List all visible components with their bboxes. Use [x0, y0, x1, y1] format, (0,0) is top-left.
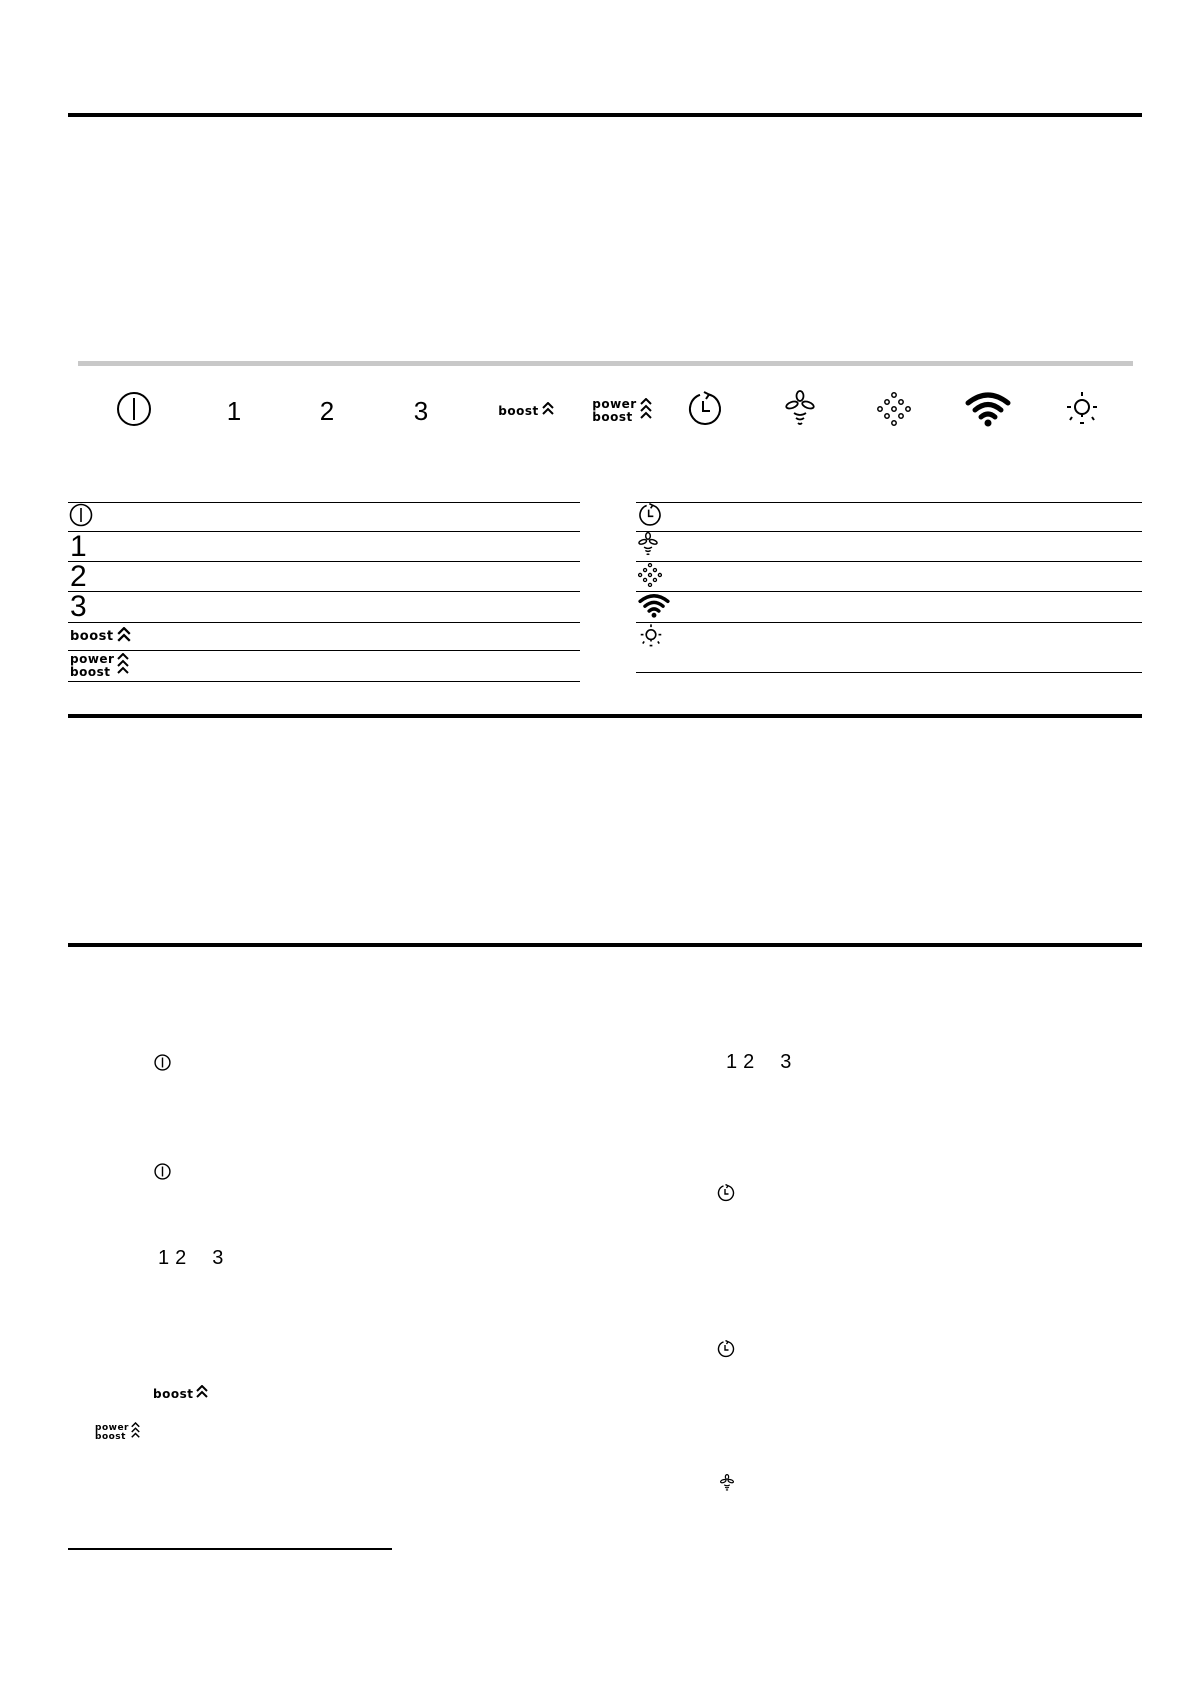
boost-chevrons-icon: [196, 1385, 208, 1403]
power-switch-icon: [69, 503, 93, 532]
body-level-1-right: 1: [726, 1051, 738, 1073]
wifi-icon: [965, 391, 1011, 432]
light-button[interactable]: [1042, 386, 1122, 436]
legend-row-wifi: [636, 592, 1142, 623]
body-level-3-right: 3: [780, 1051, 792, 1073]
fan-level-1-button[interactable]: [194, 386, 274, 436]
light-icon: [1063, 390, 1101, 433]
body-timer-icon-2: [717, 1340, 735, 1363]
legend-power-label: power: [70, 652, 115, 667]
body-power-icon-2: [154, 1163, 171, 1185]
double-boost-chevrons-icon: [117, 653, 129, 680]
body-fan-levels-right: [726, 1052, 791, 1072]
fan-level-3-label: 3: [413, 396, 429, 426]
body-boost-symbol: [153, 1385, 208, 1403]
fan-level-3-button[interactable]: [381, 386, 461, 436]
fan-level-2-button[interactable]: [287, 386, 367, 436]
timer-button[interactable]: [665, 386, 745, 436]
legend-row-level-1: [68, 529, 580, 563]
legend-level-1-label: 1: [70, 529, 87, 563]
legend-row-filter: [636, 562, 1142, 592]
body-level-2-right: 2: [743, 1051, 755, 1073]
power-boost-label-power: power: [592, 397, 637, 412]
section-rule-middle: [68, 714, 1142, 718]
body-power-icon-1: [154, 1054, 171, 1076]
legend-row-light: [636, 623, 1142, 673]
double-boost-chevrons-icon: [131, 1422, 140, 1444]
boost-chevrons-icon: [117, 627, 131, 647]
legend-level-3-label: 3: [70, 590, 87, 623]
filter-saturation-icon: [638, 563, 662, 592]
legend-row-timer: [636, 502, 1142, 532]
timer-icon: [687, 391, 723, 432]
fan-run-on-button[interactable]: [760, 386, 840, 436]
filter-saturation-icon: [877, 392, 911, 431]
body-power-label: power: [95, 1422, 129, 1433]
body-power-boost-symbol: [95, 1422, 140, 1444]
fan-run-on-icon: [638, 532, 658, 562]
fan-run-on-icon: [785, 390, 815, 433]
double-boost-chevrons-icon: [640, 398, 652, 425]
body-level-3-left: 3: [212, 1247, 224, 1269]
fan-level-1-label: 1: [226, 396, 242, 426]
wifi-icon: [638, 593, 670, 623]
boost-label: boost: [498, 403, 539, 418]
body-fan-levels-left: [158, 1248, 223, 1268]
body-boost-label: boost: [153, 1386, 194, 1401]
legend-row-level-2: [68, 559, 580, 593]
legend-row-fan-run-on: [636, 532, 1142, 562]
boost-button[interactable]: [476, 386, 576, 436]
timer-icon: [638, 503, 662, 532]
fan-level-2-label: 2: [319, 396, 335, 426]
control-panel-bar: [78, 361, 1133, 366]
legend-level-2-label: 2: [70, 559, 87, 593]
body-timer-icon-1: [717, 1184, 735, 1207]
legend-boost-label-2: boost: [70, 665, 111, 679]
body-fan-run-on-icon: [720, 1474, 734, 1497]
body-level-2-left: 2: [175, 1247, 187, 1269]
boost-chevrons-icon: [542, 402, 554, 420]
section-rule-top: [68, 113, 1142, 117]
legend-row-power-boost: [68, 651, 580, 682]
legend-row-power: [68, 502, 580, 532]
power-switch-icon: [116, 391, 152, 432]
light-icon: [638, 623, 664, 654]
filter-saturation-button[interactable]: [854, 386, 934, 436]
legend-power-cell: [69, 504, 93, 530]
legend-row-level-3: [68, 592, 580, 623]
wifi-button[interactable]: [948, 386, 1028, 436]
power-boost-button[interactable]: [572, 386, 672, 436]
body-boost-label-2: boost: [95, 1432, 126, 1442]
power-button[interactable]: [94, 386, 174, 436]
legend-row-boost: [68, 623, 580, 651]
legend-boost-label: boost: [70, 628, 114, 644]
footnote-rule: [68, 1548, 392, 1550]
section-rule-lower: [68, 943, 1142, 947]
body-level-1-left: 1: [158, 1247, 170, 1269]
power-boost-label-boost: boost: [592, 410, 633, 424]
